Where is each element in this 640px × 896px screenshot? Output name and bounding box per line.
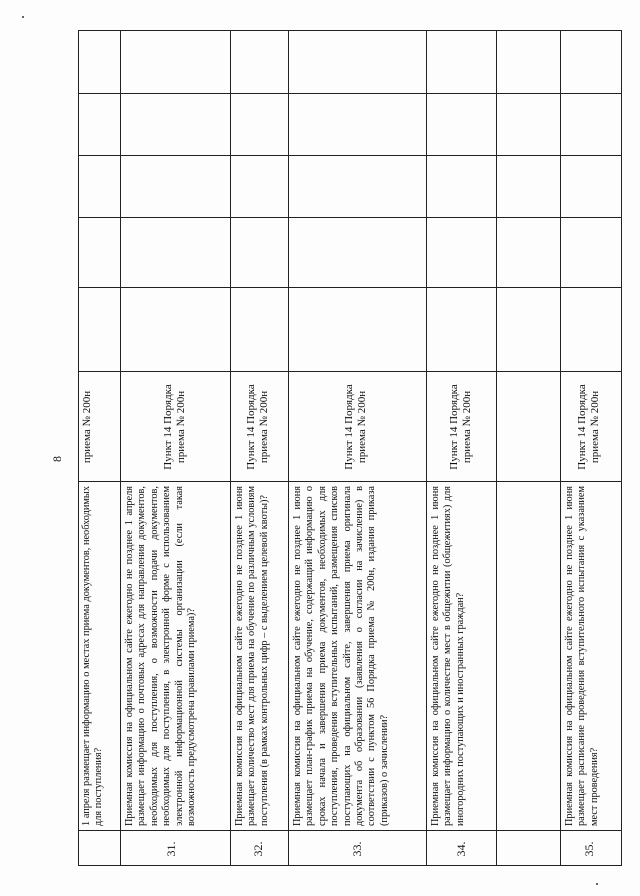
row-divider [426, 30, 427, 866]
scan-speck [22, 16, 24, 18]
page-number: 8 [50, 456, 64, 462]
row-divider [120, 30, 121, 866]
question-cell: 1 апреля размещает информацию о местах приема документов, необходимых для поступления? [81, 486, 105, 826]
column-divider [78, 481, 622, 482]
question-cell: Приемная комиссия на официальном сайте ежегодно не позднее 1 июня размещает план-график приема на обучение, содержащий информацию о сроках начала и завершения приема документов, необходимых для поступления, проведения вступительных испытаний, размещения списков поступающих на официальном сайте, завершения приема оригинала документа об образовании (заявления о согласии на зачисление) в соответствии с пунктом 56 Порядка приема № 200н, издания приказа (приказов) о зачислении? [292, 486, 390, 826]
question-cell: Приемная комиссия на официальном сайте ежегодно не позднее 1 июня размещает количество мест для приема на обучение по различным условиям поступления (в рамках контрольных цифр – с выделением целевой квоты)? [234, 486, 270, 826]
row-divider [230, 30, 231, 866]
question-cell: Приемная комиссия на официальном сайте ежегодно не позднее 1 июня размещает информацию о количестве мест в общежитии (общежитиях) для иногородних поступающих и иностранных граждан? [430, 486, 466, 826]
question-cell: Приемная комиссия на официальном сайте ежегодно не позднее 1 апреля размещает информацию о почтовых адресах для направления документов, необходимых для поступления, о возможности подачи документов, необходимых для поступления, в электронной форме с использованием электронной информационной системы организации (если такая возможность предусмотрена правилами приема)? [124, 486, 198, 826]
row-number: 31. [164, 841, 178, 857]
reference-cell: Пункт 14 Порядка приема № 200н [343, 384, 368, 470]
row-number: 33. [350, 841, 364, 857]
question-cell: Приемная комиссия на официальном сайте ежегодно не позднее 1 июня размещает расписание проведения вступительного испытания с указанием мест проведения? [564, 486, 600, 826]
row-number: 35. [582, 841, 596, 857]
row-number: 34. [454, 841, 468, 857]
column-divider [78, 287, 622, 288]
row-divider [560, 30, 561, 866]
column-divider [78, 371, 622, 372]
column-divider [78, 93, 622, 94]
reference-cell: Пункт 14 Порядка приема № 200н [576, 384, 601, 470]
reference-cell: Пункт 14 Порядка приема № 200н [245, 384, 270, 470]
scan-speck [596, 883, 598, 885]
row-divider [496, 30, 497, 866]
reference-cell: Пункт 14 Порядка приема № 200н [162, 384, 187, 470]
row-number: 32. [251, 841, 265, 857]
row-divider [288, 30, 289, 866]
table-right-border [78, 30, 622, 31]
column-divider [78, 155, 622, 156]
reference-cell: приема № 200н [81, 390, 93, 464]
rotated-table [50, 30, 622, 866]
reference-cell: Пункт 14 Порядка приема № 200н [448, 384, 473, 470]
column-divider [78, 217, 622, 218]
column-divider [78, 830, 622, 831]
